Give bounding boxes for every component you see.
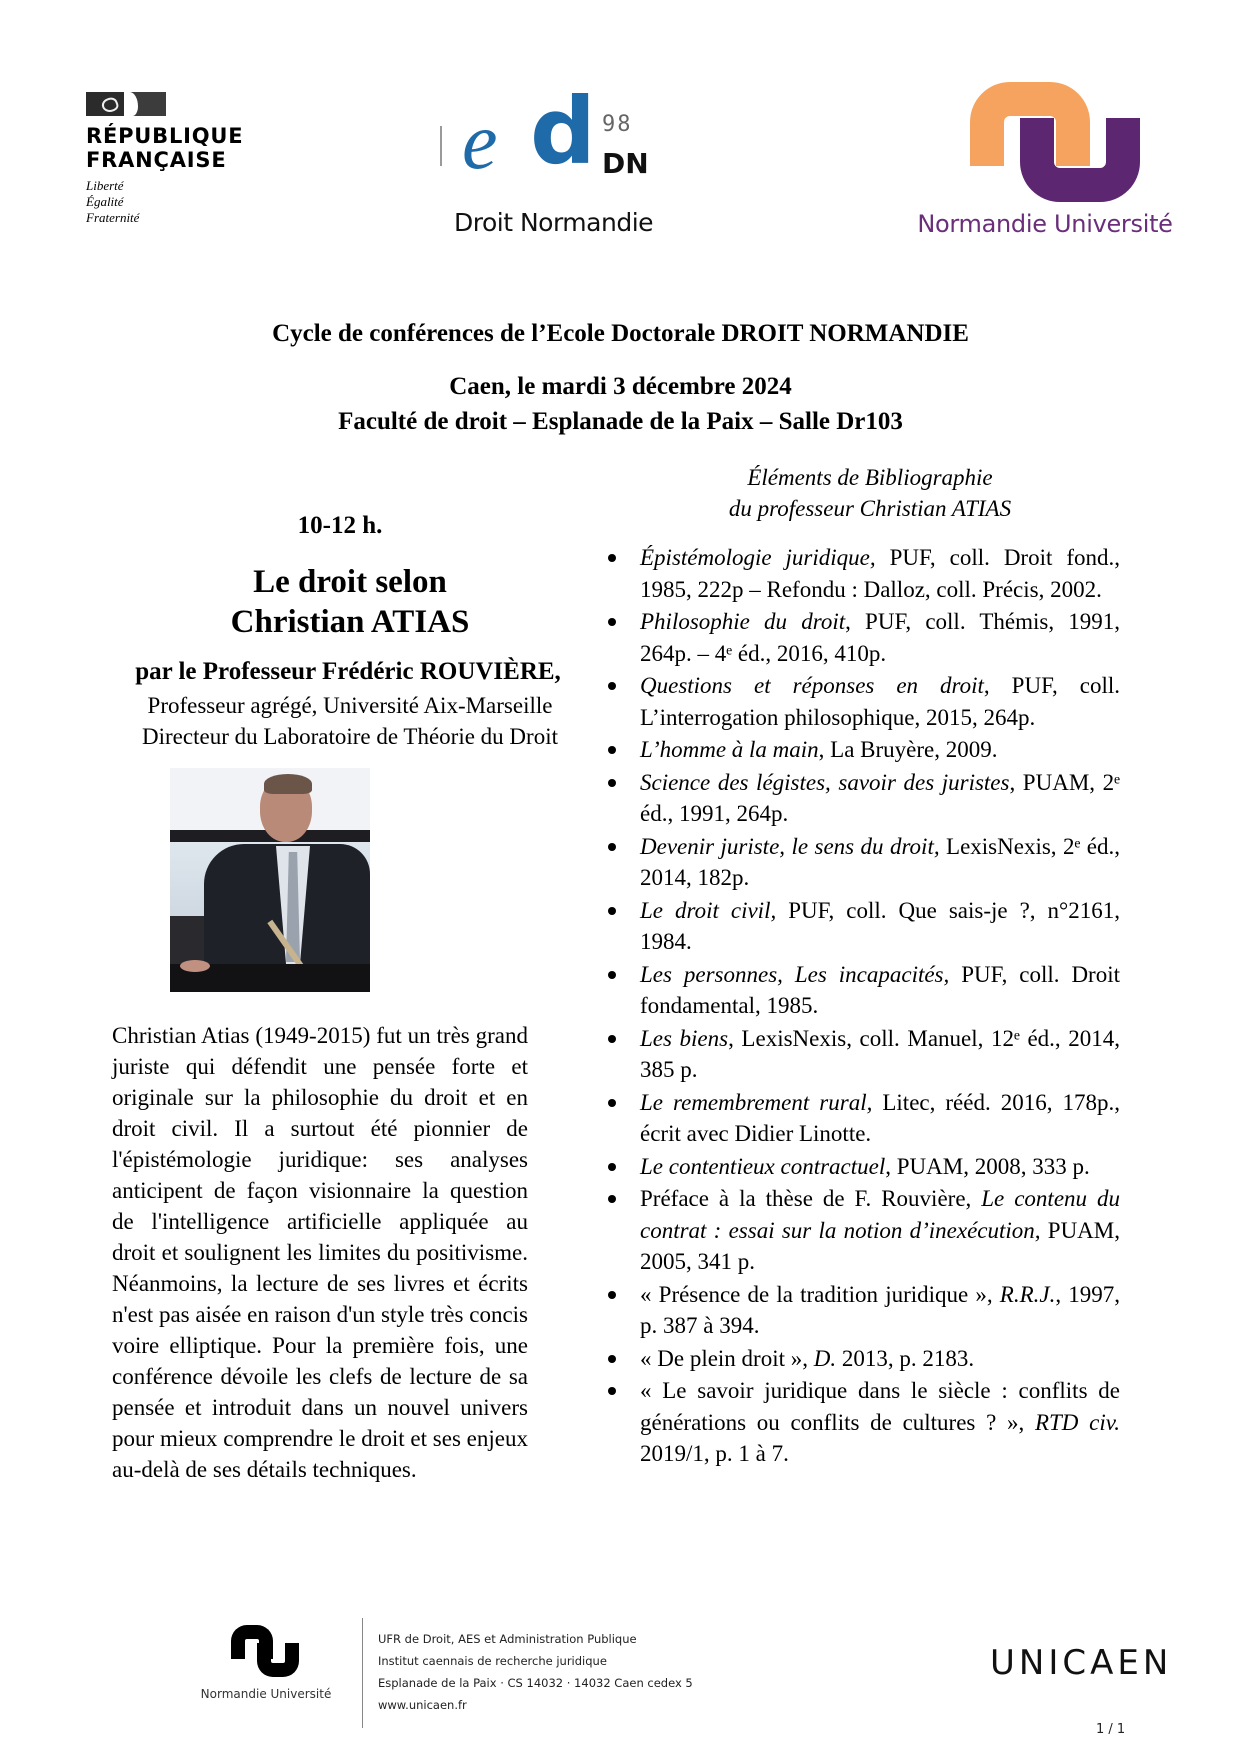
bibliography-heading-line2: du professeur Christian ATIAS [728, 496, 1012, 521]
bibliography-item-prefix: Préface à la thèse de F. Rouvière, [640, 1186, 982, 1211]
footer-separator [362, 1618, 363, 1728]
ed-logo-name: Droit Normandie [454, 208, 654, 237]
bibliography-item [608, 1375, 1120, 1470]
bibliography-item-title: Le droit civil, [640, 897, 777, 923]
bibliography-item-title: Devenir juriste, le sens du droit, [640, 833, 940, 859]
bibliography-item-details: LexisNexis, 2ᵉ éd., 2014, 182p. [640, 833, 1120, 890]
bibliography-item-details: , PUF, coll. Thémis, 1991, 264p. – 4ᵉ éd., 2016, 410p. [640, 609, 1120, 666]
ed-logo-abbr: DN [602, 147, 649, 180]
motto-fraternite: Fraternité [86, 210, 140, 225]
ed-logo-d-glyph: d [530, 78, 596, 185]
bullet-icon [608, 1099, 616, 1107]
bibliography-item-title: Science des légistes, savoir des juristes [640, 769, 1010, 795]
bibliography-item [608, 734, 1120, 766]
bibliography-heading-line1: Éléments de Bibliographie [747, 465, 993, 490]
footer-address [378, 1628, 693, 1716]
bullet-icon [608, 779, 616, 787]
talk-title [100, 562, 600, 642]
bibliography-item-details: PUAM, 2005, 341 p. [640, 1217, 1120, 1274]
footer-address-line: UFR de Droit, AES et Administration Publique [378, 1632, 637, 1646]
rf-title-line2: FRANÇAISE [86, 148, 227, 172]
bullet-icon [608, 682, 616, 690]
nu-logo-purple-cup-icon [1020, 118, 1140, 202]
bibliography-item [608, 1183, 1120, 1278]
nu-logo-icon [231, 1625, 301, 1677]
talk-title-line2: Christian ATIAS [230, 604, 470, 640]
event-place: Faculté de droit – Esplanade de la Paix – Salle Dr103 [338, 408, 903, 435]
bullet-icon [608, 554, 616, 562]
footer-normandie-universite-logo [196, 1625, 336, 1701]
bibliography-item-details: PUF, coll. Que sais-je ?, n°2161, 1984. [640, 897, 1120, 954]
footer-address-line: Institut caennais de recherche juridique [378, 1654, 607, 1668]
bullet-icon [608, 1163, 616, 1171]
speaker-role-line2: Directeur du Laboratoire de Théorie du Droit [142, 724, 558, 749]
speaker-photo [170, 768, 370, 992]
event-time: 10-12 h. [297, 512, 383, 539]
footer-website-link[interactable]: www.unicaen.fr [378, 1698, 467, 1712]
bibliography-item-prefix: « Le savoir juridique dans le siècle : conflits de générations ou conflits de cultures ? », [640, 1378, 1120, 1435]
bibliography-item-title: Philosophie du droit [640, 609, 846, 634]
bibliography-item-details: PUF, coll. Droit fond., 1985, 222p – Refondu : Dalloz, coll. Précis, 2002. [640, 545, 1120, 602]
bibliography-item-details: , PUAM, 2ᵉ éd., 1991, 264p. [640, 769, 1121, 826]
biography-paragraph: Christian Atias (1949-2015) fut un très grand juriste qui défendit une pensée forte et originale sur la philosophie du droit et en droit civil. Il a surtout été pionnier de l'épistémologie juridique: ses analyses anticipent de façon visionnaire la question de l'intelligence artificielle appliquée au droit et soulignent les limites du positivisme. Néanmoins, la lecture de ses livres et écrits n'est pas aisée en raison d'un style très concis voire elliptique. Pour la première fois, une conférence dévoile les clefs de lecture de sa pensée et introduit dans un nouvel univers pour mieux comprendre le droit et ses enjeux au-delà de ses détails techniques. [112, 1023, 528, 1482]
republique-francaise-logo [86, 92, 286, 226]
cycle-title: Cycle de conférences de l’Ecole Doctorale DROIT NORMANDIE [272, 320, 969, 347]
logo-separator [440, 126, 442, 166]
bibliography-item [608, 670, 1120, 733]
bibliography-item-prefix: « Présence de la tradition juridique », [640, 1281, 1000, 1307]
bibliography-item-details: , 1997, p. 387 à 394. [640, 1281, 1121, 1338]
bullet-icon [608, 1291, 616, 1299]
bibliography-item-details: , PUAM, 2008, 333 p. [885, 1153, 1090, 1179]
bullet-icon [608, 618, 616, 626]
nu-logo-name: Normandie Université [917, 210, 1173, 238]
bullet-icon [608, 746, 616, 754]
bibliography-list [608, 542, 1120, 1471]
bibliography-heading [610, 462, 1130, 524]
bullet-icon [608, 907, 616, 915]
bullet-icon [608, 1387, 616, 1395]
bibliography-item-title: Les personnes, Les incapacités, [640, 961, 950, 987]
rf-title [86, 124, 286, 172]
bibliography-item-title: Questions et réponses en droit [640, 673, 984, 698]
bibliography-item [608, 831, 1120, 894]
bibliography-item [608, 1343, 1120, 1375]
motto-liberte: Liberté [86, 178, 124, 193]
bullet-icon [608, 971, 616, 979]
bullet-icon [608, 1195, 616, 1203]
bullet-icon [608, 1355, 616, 1363]
bullet-icon [608, 843, 616, 851]
normandie-universite-logo [900, 82, 1190, 252]
bibliography-item-prefix: « De plein droit », [640, 1345, 814, 1371]
footer-nu-name: Normandie Université [200, 1687, 332, 1701]
bibliography-item [608, 767, 1120, 830]
event-date: Caen, le mardi 3 décembre 2024 [449, 373, 792, 400]
bibliography-item [608, 542, 1120, 605]
bibliography-item-title: Les biens [640, 1025, 729, 1051]
ecole-doctorale-logo [440, 78, 680, 243]
bibliography-item [608, 606, 1120, 669]
bibliography-item-title: Le contenu du contrat : essai sur la notion d’inexécution, [640, 1186, 1120, 1243]
speaker-role-line1: Professeur agrégé, Université Aix-Marseille [147, 693, 553, 718]
page-number: 1 / 1 [1096, 1722, 1126, 1737]
footer-address-line: Esplanade de la Paix · CS 14032 · 14032 Caen cedex 5 [378, 1676, 693, 1690]
bibliography-item-title: R.R.J. [999, 1281, 1056, 1307]
bibliography-item [608, 1087, 1120, 1150]
bibliography-item-title: Le remembrement rural, [640, 1089, 873, 1115]
rf-motto [86, 178, 286, 226]
ed-logo-number: 98 [602, 112, 633, 137]
speaker-role [100, 690, 600, 752]
bibliography-item-title: L’homme à la main [640, 737, 819, 762]
bullet-icon [608, 1035, 616, 1043]
bibliography-item-details: 2013, p. 2183. [836, 1345, 975, 1371]
bibliography-item-title: Le contentieux contractuel [640, 1153, 886, 1179]
ed-logo-e-glyph: e [462, 98, 498, 186]
motto-egalite: Égalité [86, 194, 124, 209]
bibliography-item-details: , La Bruyère, 2009. [818, 737, 998, 762]
bibliography-item [608, 1023, 1120, 1086]
speaker-name: par le Professeur Frédéric ROUVIÈRE, [135, 658, 561, 685]
bibliography-item [608, 1279, 1120, 1342]
bibliography-item [608, 895, 1120, 958]
bibliography-item-details: Litec, rééd. 2016, 178p., écrit avec Didier Linotte. [640, 1089, 1120, 1146]
bibliography-item-title: D. [813, 1345, 837, 1371]
bibliography-item-details: PUF, coll. Droit fondamental, 1985. [640, 961, 1120, 1018]
rf-title-line1: RÉPUBLIQUE [86, 124, 244, 148]
bibliography-item-details: 2019/1, p. 1 à 7. [640, 1441, 789, 1466]
bibliography-item [608, 1151, 1120, 1183]
bibliography-item-details: , PUF, coll. L’interrogation philosophique, 2015, 264p. [640, 673, 1120, 730]
talk-title-line1: Le droit selon [253, 564, 447, 600]
bibliography-item-details: , LexisNexis, coll. Manuel, 12ᵉ éd., 2014, 385 p. [640, 1025, 1121, 1082]
marianne-emblem-icon [86, 92, 166, 116]
bibliography-item-title: Épistémologie juridique, [640, 545, 876, 570]
bibliography-item-title: RTD civ. [1034, 1409, 1120, 1435]
unicaen-logo: UNICAEN [990, 1643, 1173, 1683]
bibliography-item [608, 959, 1120, 1022]
